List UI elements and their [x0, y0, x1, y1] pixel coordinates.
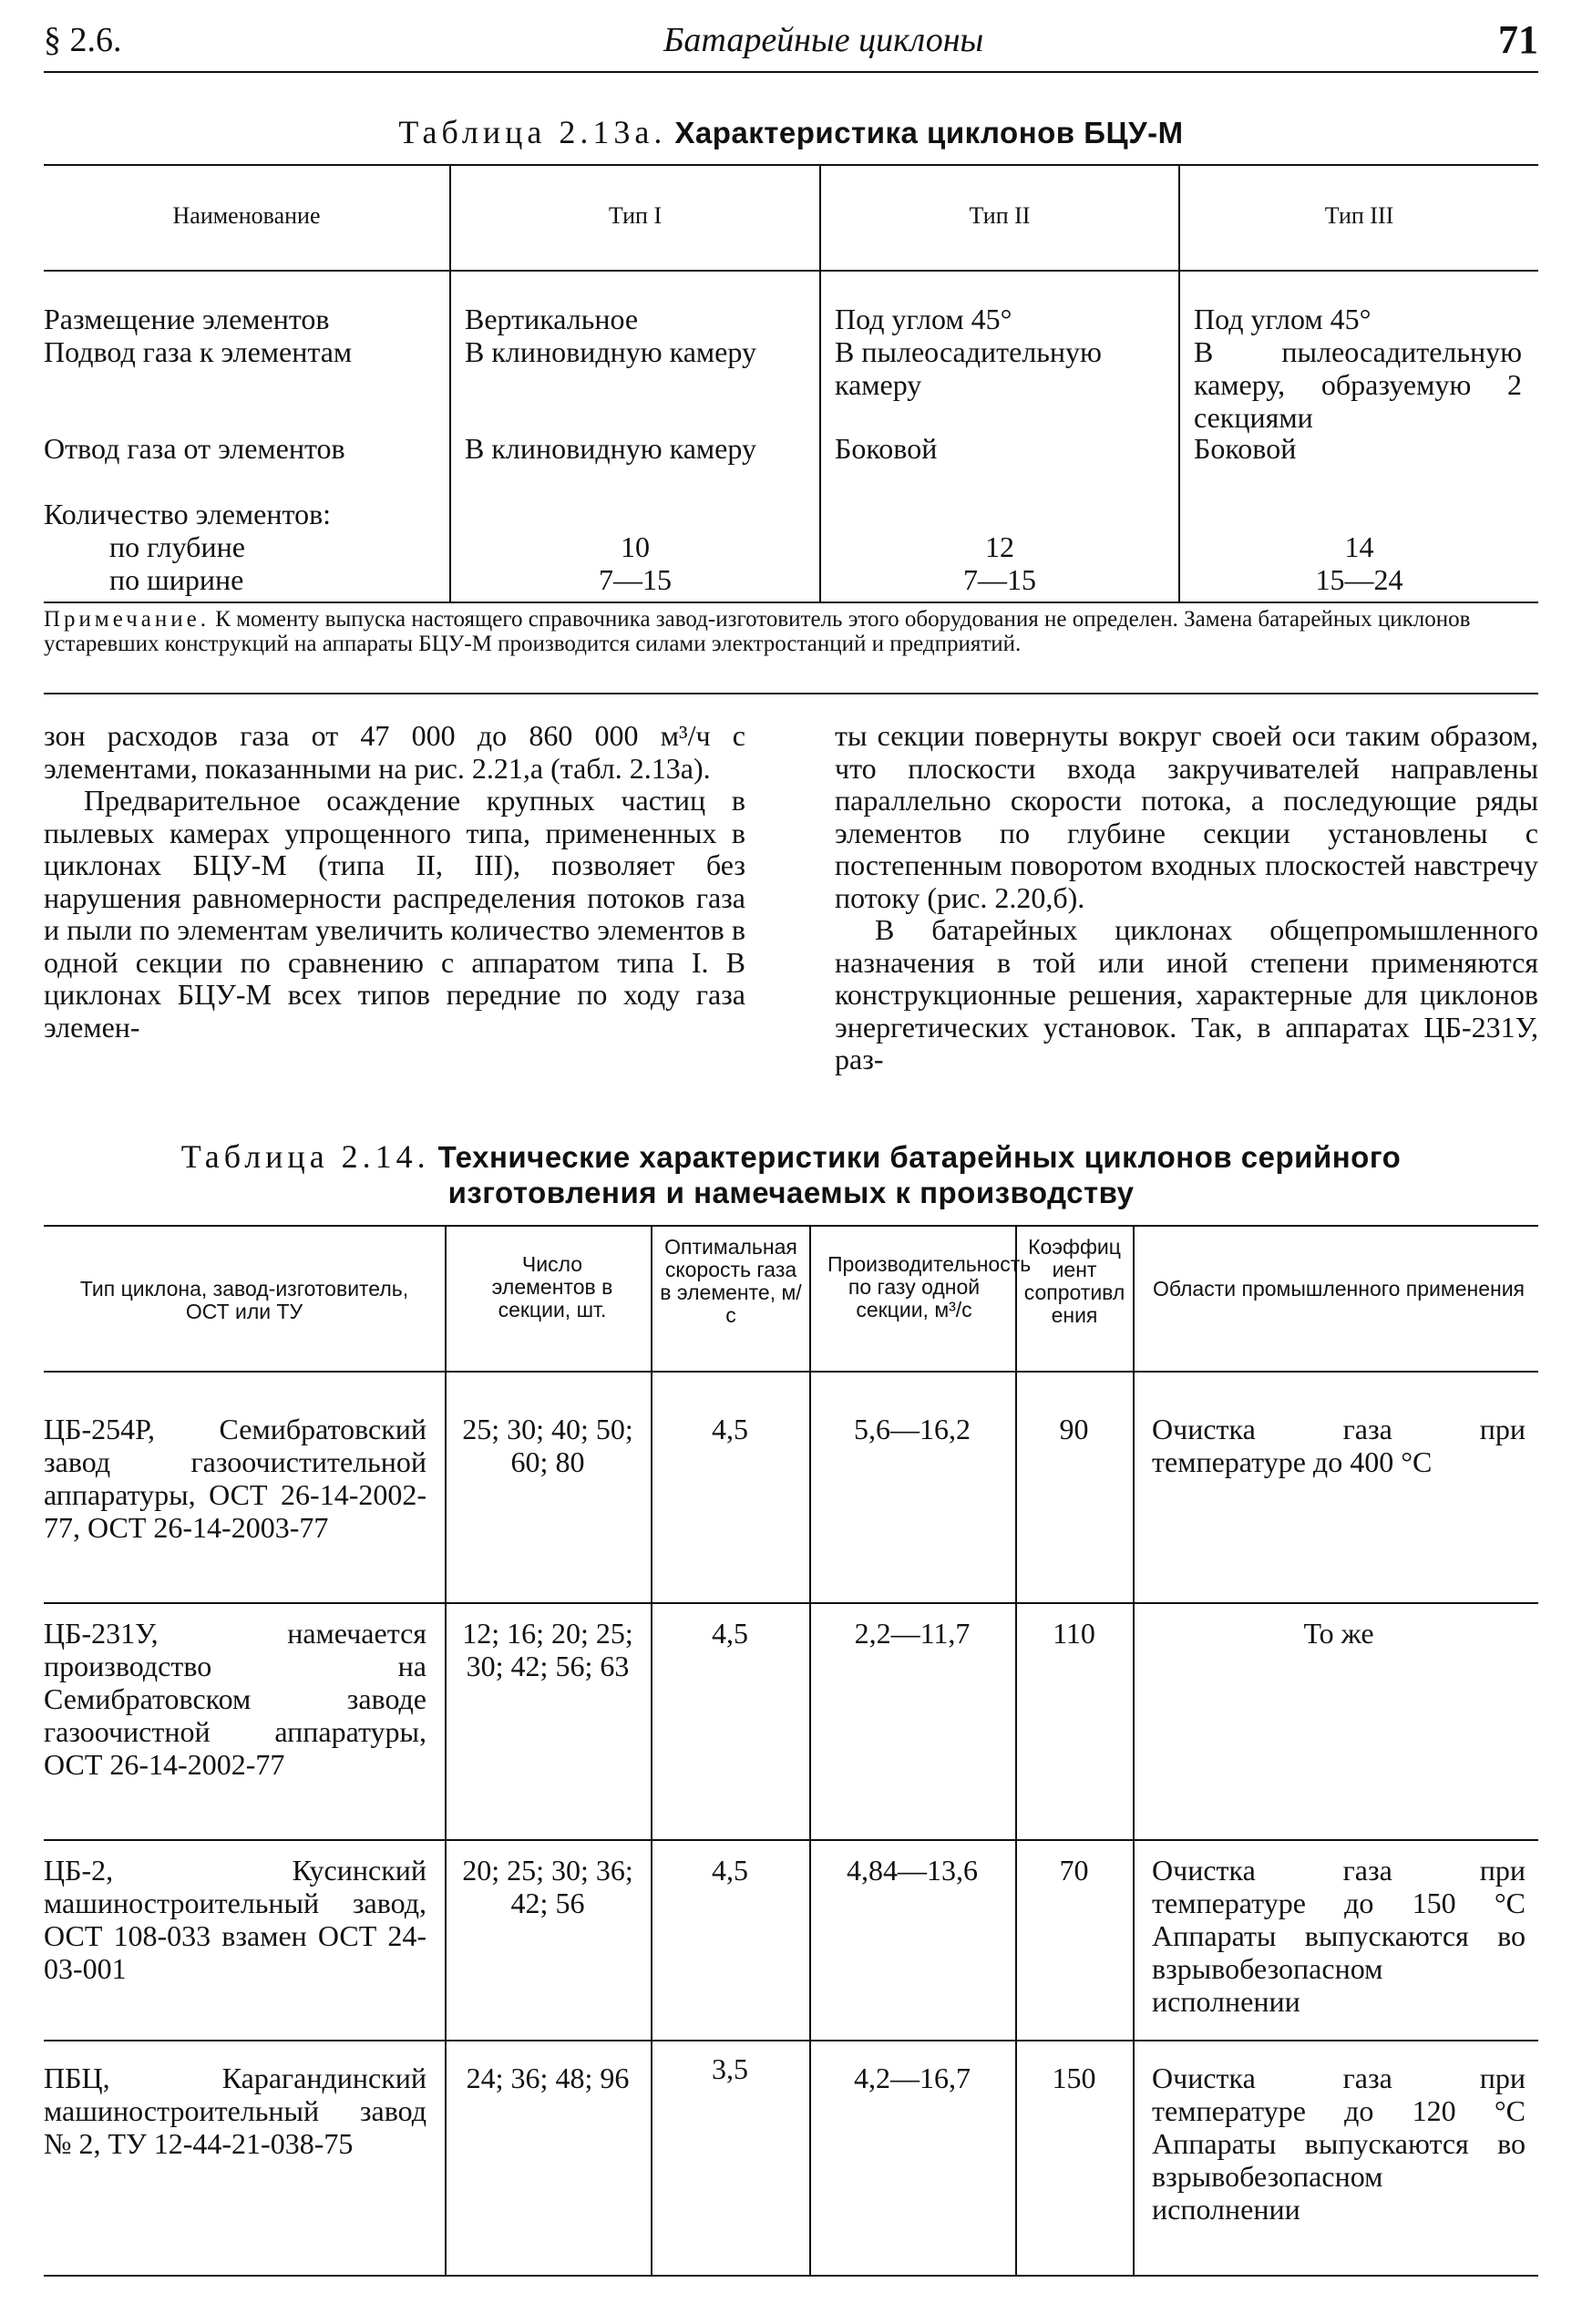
- table1-bottom-rule: [44, 602, 1538, 603]
- table2-header-capacity: Производительность по газу одной секции, м³/с: [827, 1252, 1032, 1321]
- body-paragraph: ты секции повернуты вокруг своей оси таким образом, что плоскости входа закручивателей направлены параллельно скорости потока, а последующие ряды элементов по глубине секции установлены с постепенным поворотом входных плоскостей навстречу потоку (рис. 2.20,б).: [835, 719, 1538, 914]
- table2-application-cell: Очистка газа при температуре до 150 °С Аппараты выпускаются во взрывобезопасном исполнении: [1152, 1854, 1526, 2018]
- table1-header-type1: Тип I: [608, 202, 663, 229]
- table1-type2-cell: Боковой: [835, 432, 938, 465]
- table1-name-row: Отвод газа от элементов: [44, 432, 345, 465]
- header-rule: [44, 71, 1538, 73]
- table2-capacity-cell: 2,2—11,7: [854, 1617, 971, 1650]
- table1-type1-cell: В клиновидную камеру: [465, 335, 756, 368]
- table2-coef-cell: 150: [1052, 2062, 1096, 2094]
- table1-type1-cell: Вертикальное: [465, 303, 639, 335]
- body-left-column: [44, 720, 745, 1044]
- table1-note: Примечание. К моменту выпуска настоящего справочника завод-изготовитель этого оборудования не определен. Замена батарейных циклонов устаревших конструкций на аппараты БЦУ-М производится силами электростанций и предприятий.: [44, 607, 1471, 656]
- table2-speed-cell: 3,5: [712, 2052, 748, 2085]
- table1-name-row: по глубине: [109, 530, 245, 563]
- table2-application-cell: То же: [1303, 1617, 1374, 1650]
- table2-header-speed: Оптимальная скорость газа в элементе, м/с: [660, 1235, 802, 1327]
- table2-application-cell: Очистка газа при температуре до 120 °С Аппараты выпускаются во взрывобезопасном исполнении: [1152, 2062, 1526, 2226]
- table1-type3-cell: Боковой: [1194, 432, 1297, 465]
- table1-type2-cell: 7—15: [963, 563, 1036, 596]
- table2-header-coef: Коэффициент сопротивления: [1023, 1235, 1125, 1327]
- table2-elements-cell: 12; 16; 20; 25; 30; 42; 56; 63: [462, 1617, 633, 1682]
- table2-coef-cell: 70: [1059, 1854, 1089, 1887]
- table2-row-rule: [44, 1839, 1538, 1841]
- table1-type2-cell: 12: [985, 530, 1014, 563]
- table2-type-cell: ПБЦ, Карагандинский машиностроительный завод № 2, ТУ 12-44-21-038-75: [44, 2062, 426, 2160]
- table2-coef-cell: 110: [1053, 1617, 1095, 1650]
- table1-type3-cell: Под углом 45°: [1194, 303, 1372, 335]
- table1-name-row: Подвод газа к элементам: [44, 335, 353, 368]
- table1-caption: Таблица 2.13а. Характеристика циклонов БЦУ-М: [398, 114, 1184, 150]
- table2-col-divider: [1133, 1225, 1135, 2275]
- table2-elements-cell: 20; 25; 30; 36; 42; 56: [462, 1854, 633, 1919]
- body-right-column: [835, 720, 1538, 1076]
- table1-type3-cell: В пылеосадительную камеру, образуемую 2 секциями: [1194, 335, 1522, 434]
- running-title: Батарейные циклоны: [663, 21, 984, 59]
- table2-header-type: Тип циклона, завод-изготовитель, ОСТ или ТУ: [79, 1277, 409, 1323]
- table1-top-rule: [44, 164, 1538, 166]
- body-paragraph: В батарейных циклонах общепромышленного назначения в той или иной степени применяются конструкционные решения, характерные для циклонов энергетических установок. Так, в аппаратах ЦБ-231У, раз-: [835, 913, 1538, 1075]
- table1-type1-cell: 7—15: [599, 563, 672, 596]
- table1-type1-cell: 10: [621, 530, 650, 563]
- table1-name-row: Размещение элементов: [44, 303, 330, 335]
- table1-type2-cell: Под углом 45°: [835, 303, 1012, 335]
- table2-header-rule: [44, 1371, 1538, 1373]
- body-paragraph: Предварительное осаждение крупных частиц в пылевых камерах упрощенного типа, примененных в циклонах БЦУ-М (типа II, III), позволяет без нарушения равномерности распределения потоков газа и пыли по элементам увеличить количество элементов в одной секции по сравнению с аппаратом типа I. В циклонах БЦУ-М всех типов передние по ходу газа элемен-: [44, 784, 745, 1044]
- table1-header-type2: Тип II: [969, 202, 1031, 229]
- table2-application-cell: Очистка газа при температуре до 400 °С: [1152, 1413, 1526, 1478]
- table2-elements-cell: 24; 36; 48; 96: [466, 2062, 630, 2094]
- table2-speed-cell: 4,5: [712, 1854, 748, 1887]
- running-header: [44, 13, 1538, 67]
- body-paragraph: зон расходов газа от 47 000 до 860 000 м³/ч с элементами, показанными на рис. 2.21,а (табл. 2.13а).: [44, 719, 745, 785]
- table2-capacity-cell: 5,6—16,2: [854, 1413, 971, 1445]
- table2-row-rule: [44, 2040, 1538, 2041]
- table1-header-rule: [44, 270, 1538, 272]
- table2-col-divider: [651, 1225, 652, 2275]
- table2-type-cell: ЦБ-231У, намечается производство на Семибратовском заводе газоочистной аппаратуры, ОСТ 26-14-2002-77: [44, 1617, 426, 1781]
- table2-col-divider: [445, 1225, 447, 2275]
- table1-type3-cell: 14: [1344, 530, 1374, 563]
- table1-type3-cell: 15—24: [1315, 563, 1403, 596]
- table2-elements-cell: 25; 30; 40; 50; 60; 80: [462, 1413, 633, 1478]
- table2-coef-cell: 90: [1059, 1413, 1089, 1445]
- table2-row-rule: [44, 1602, 1538, 1604]
- table1-header-type3: Тип III: [1324, 202, 1394, 229]
- page-number: 71: [1498, 17, 1538, 62]
- table2-top-rule: [44, 1225, 1538, 1227]
- table2-speed-cell: 4,5: [712, 1617, 748, 1650]
- table2-caption: Таблица 2.14. Технические характеристики батарейных циклонов серийного изготовления и намечаемых к производству: [180, 1138, 1402, 1209]
- table2-header-elements: Число элементов в секции, шт.: [491, 1252, 613, 1321]
- table1-name-row: по ширине: [109, 563, 244, 596]
- table2-col-divider: [809, 1225, 811, 2275]
- note-bottom-rule: [44, 693, 1538, 694]
- table2-bottom-rule: [44, 2275, 1538, 2277]
- table1-type1-cell: В клиновидную камеру: [465, 432, 756, 465]
- section-number: § 2.6.: [44, 21, 122, 59]
- table2-type-cell: ЦБ-2, Кусинский машиностроительный завод, ОСТ 108-033 взамен ОСТ 24-03-001: [44, 1854, 426, 1985]
- table1-name-row: Количество элементов:: [44, 498, 332, 530]
- table1-header-name: Наименование: [172, 202, 321, 229]
- table2-type-cell: ЦБ-254Р, Семибратовский завод газоочистительной аппаратуры, ОСТ 26-14-2002-77, ОСТ 26-14-2003-77: [44, 1413, 426, 1544]
- table2-col-divider: [1015, 1225, 1017, 2275]
- table2-capacity-cell: 4,84—13,6: [847, 1854, 978, 1887]
- table2-speed-cell: 4,5: [712, 1413, 748, 1445]
- table2-header-application: Области промышленного применения: [1152, 1277, 1525, 1301]
- table2-capacity-cell: 4,2—16,7: [854, 2062, 971, 2094]
- table1-type2-cell: В пылеосадительную камеру: [835, 335, 1102, 401]
